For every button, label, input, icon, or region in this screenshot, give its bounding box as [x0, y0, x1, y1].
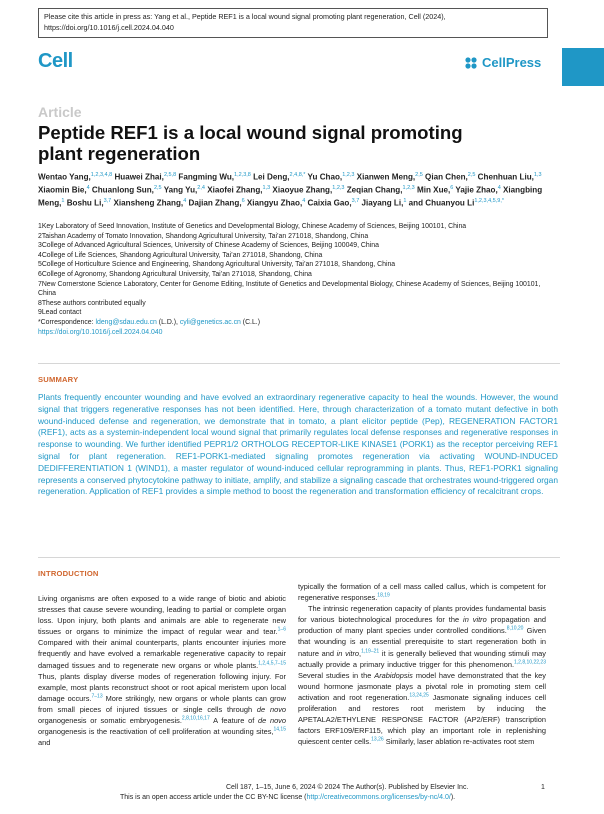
intro-paragraph: Living organisms are often exposed to a wide range of biotic and abiotic stresses that cause severe wounding, leading to partial or complete organ loss. Upon injury, both plants and animals are able to regenerate new tissues or organs to minimize the impact of regular wear and tear.$^{1-6}$ Compared with their animal counterparts, plants encounter injuries more frequently and have evolved a remarkable regenerative capacity to repair damaged tissues and to regenerate new organs or whole plants.$^{1,2,4,5,7-15}$ Thus, plants display diverse modes of regeneration following injury. For example, most plants reconstruct shoot or root apical meristem upon local damage occurs.$^{7-13}$ More strikingly, new organs or whole plants can grow from small pieces of injured tissues or single cells through de novo organogenesis or somatic embryogenesis.$^{2,8,10,16,17}$ A feature of de novo organogenesis is the reactivation of cell proliferation at wounding sites,$^{14,15}$ and [38, 594, 286, 748]
author-affiliation-marks: 1,2,3 [402, 185, 415, 192]
affiliations [38, 222, 558, 337]
summary-heading: SUMMARY [38, 375, 79, 384]
author-name: Lei Deng, [250, 172, 290, 182]
article-title: Peptide REF1 is a local wound signal promoting plant regeneration [38, 122, 463, 164]
intro-paragraph: typically the formation of a cell mass called callus, which is competent for regenerative responses.$^{18,19}$ [298, 582, 546, 603]
cellpress-logo-text: CellPress [482, 55, 542, 70]
author-name: Caixia Gao, [305, 199, 352, 209]
author-name: Chenhuan Liu, [475, 172, 534, 182]
author-name: Fangming Wu, [176, 172, 235, 182]
citation-notice: Please cite this article in press as: Yang et al., Peptide REF1 is a local wound signal promoting plant regeneration, Cell (2024), https://doi.org/10.1016/j.cell.2024.04.040 [38, 8, 548, 38]
affiliation-line: 1Key Laboratory of Seed Innovation, Institute of Genetics and Developmental Biology, Chinese Academy of Sciences, Beijing 100101, China [38, 223, 467, 230]
intro-left-column [38, 593, 286, 748]
intro-paragraph: The intrinsic regeneration capacity of plants provides fundamental basis for various biotechnological procedures for the in vitro propagation and production of many plant species under controlled conditions.$^{8,10,20}$ Given that wounding is an essential prerequisite to start regeneration both in nature and in vitro,$^{1,19-21}$ it is generally believed that wounding stimuli may actually provide a primary inductive trigger for this phenomenon.$^{1,2,8,10,22,23}$ Several studies in the Arabidopsis model have demonstrated that the key wound hormone jasmonate plays a pivotal role in promoting stem cell activation and root regeneration.$^{13,24,25}$ Jasmonate signaling induces cell proliferation and restores root meristem by inducing the APETALA2/ETHYLENE RESPONSE FACTOR (AP2/ERF) transcription factors ERF109/ERF115, which play an important role in replenishing quiescent center cells.$^{13,26}$ Similarly, laser ablation re-activates root stem [298, 604, 546, 747]
author-affiliation-marks: 1 [61, 198, 65, 205]
email-link-deng[interactable]: ldeng@sdau.edu.cn [95, 318, 157, 326]
affiliation-line: 4College of Life Sciences, Shandong Agricultural University, Tai’an 271018, Shandong, China [38, 251, 323, 259]
author-name: Xiangyu Zhao, [244, 199, 303, 209]
affiliation-line: 5College of Horticulture Science and Engineering, Shandong Agricultural University, Tai’an 271018, Shandong, China [38, 261, 396, 269]
author-name: Huawei Zhai, [112, 172, 164, 182]
author-name: Xiaoyue Zhang, [270, 185, 333, 195]
author-name: Zeqian Chang, [344, 185, 403, 195]
author-affiliation-marks: 1,3 [533, 172, 542, 178]
author-affiliation-marks: 1,2,3,4,8 [90, 172, 113, 178]
author-name: Yang Yu, [161, 185, 198, 195]
correspondence: *Correspondence: ldeng@sdau.edu.cn (L.D.), cyli@genetics.ac.cn (C.L.) [38, 318, 261, 326]
author-name: Yajie Zhao, [453, 185, 498, 195]
author-affiliation-marks: 1,2,3 [332, 185, 345, 192]
license-link[interactable]: http://creativecommons.org/licenses/by-nc/4.0/ [306, 794, 451, 801]
introduction-heading: INTRODUCTION [38, 569, 99, 578]
author-name: Xianwen Meng, [354, 172, 416, 182]
author-name: Wentao Yang, [38, 172, 91, 182]
author-affiliation-marks: 1,2,3 [342, 172, 355, 178]
author-name: Yu Chao, [305, 172, 343, 182]
affiliation-line: 7New Cornerstone Science Laboratory, Center for Genome Editing, Institute of Genetics and Developmental Biology, Chinese Academy of Sciences, Beijing 100101, China [38, 280, 541, 298]
article-type-label: Article [38, 104, 82, 120]
author-affiliation-marks: 2,4,8,* [289, 172, 306, 178]
intro-right-column [298, 581, 546, 747]
author-affiliation-marks: 6 [241, 198, 245, 205]
journal-color-tab [562, 48, 604, 86]
footer-citation: Cell 187, 1–15, June 6, 2024 © 2024 The Author(s). Published by Elsevier Inc. [226, 784, 469, 791]
author-affiliation-marks: 4 [183, 198, 187, 205]
author-list [38, 170, 558, 210]
author-affiliation-marks: 2,5,8 [163, 172, 177, 178]
affiliation-line: 6College of Agronomy, Shandong Agricultural University, Tai’an 271018, Shandong, China [38, 270, 312, 278]
author-name: and Chuanyou Li [406, 199, 475, 209]
author-affiliation-marks: 2,5 [415, 172, 423, 178]
cellpress-logo [464, 55, 541, 70]
author-affiliation-marks: 3,7 [351, 198, 360, 205]
author-name: Jiayang Li, [359, 199, 404, 209]
author-name: Min Xue, [414, 185, 451, 195]
author-affiliation-marks: 1,3 [262, 185, 271, 192]
author-name: Dajian Zhang, [186, 199, 242, 209]
author-name: Qian Chen, [422, 172, 468, 182]
author-affiliation-marks: 1,2,3,4,5,9,* [474, 198, 504, 205]
author-affiliation-marks: 3,7 [103, 198, 112, 205]
author-name: Xiaofei Zhang, [204, 185, 263, 195]
author-affiliation-marks: 1 [403, 198, 407, 205]
affiliation-line: 8These authors contributed equally [38, 299, 146, 307]
author-affiliation-marks: 2,5 [153, 185, 162, 192]
summary-text: Plants frequently encounter wounding and have evolved an extraordinary regenerative capacity to heal the wounds. However, the wound signal that triggers regenerative responses has not been identified. Here, through characterization of a tomato mutant defective in both wound-induced defense and regeneration, we demonstrate that in tomato, a plant elicitor peptide (Pep), REGENERATION FACTOR1 (REF1), acts as a systemin-independent local wound signal that primarily regulates local defense responses and regenerative responses in response to wounding. We further identified PEPR1/2 ORTHOLOG RECEPTOR-LIKE KINASE1 (PORK1) as the receptor perceiving REF1 signal for plant regeneration. REF1-PORK1-mediated signaling promotes regeneration via activating WOUND-INDUCED DEDIFFERENTIATION 1 (WIND1), a master regulator of wound-induced cellular reprogramming in plants. Thus, REF1-PORK1 signaling represents a conserved phytocytokine pathway to initiate, amplify, and stabilize a signaling cascade that orchestrates wound-triggered organ regeneration. Application of REF1 provides a simple method to boost the regeneration and transformation efficiency of recalcitrant crops. [38, 392, 558, 497]
author-affiliation-marks: 4 [302, 198, 306, 205]
email-link-li[interactable]: cyli@genetics.ac.cn [179, 318, 241, 326]
author-name: Chuanlong Sun, [89, 185, 154, 195]
affiliation-line: 3College of Advanced Agricultural Sciences, University of Chinese Academy of Sciences, Beijing 100049, China [38, 242, 379, 250]
doi-link[interactable]: https://doi.org/10.1016/j.cell.2024.04.040 [38, 328, 163, 336]
cell-journal-logo: Cell [38, 50, 73, 72]
author-name: Xiaomin Bie, [38, 185, 87, 195]
license-notice: This is an open access article under the CC BY-NC license (http://creativecommons.org/licenses/by-nc/4.0/). [120, 794, 456, 801]
author-affiliation-marks: 2,4 [197, 185, 205, 192]
affiliation-line: 2Taishan Academy of Tomato Innovation, Shandong Agricultural University, Tai’an 271018, Shandong, China [38, 232, 369, 240]
affiliation-line: 9Lead contact [38, 309, 82, 317]
author-affiliation-marks: 6 [450, 185, 454, 192]
author-name: Boshu Li, [64, 199, 104, 209]
author-affiliation-marks: 1,2,3,8 [234, 172, 251, 178]
divider [38, 557, 560, 558]
cellpress-mark-icon [464, 56, 478, 70]
page-number: 1 [541, 784, 545, 791]
author-affiliation-marks: 2,5 [467, 172, 476, 178]
author-name: Xiangbing Meng, [38, 185, 543, 209]
divider [38, 363, 560, 364]
author-affiliation-marks: 4 [86, 185, 90, 192]
author-affiliation-marks: 4 [497, 185, 501, 192]
author-name: Xiansheng Zhang, [111, 199, 184, 209]
